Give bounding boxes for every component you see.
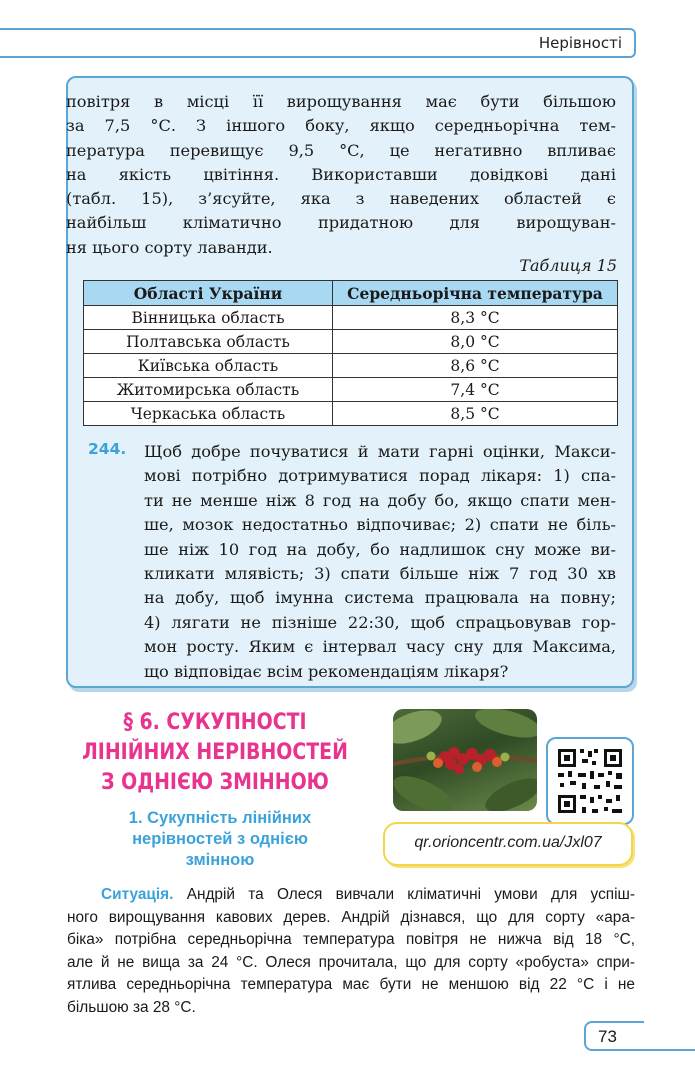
text-line: ше ніж 10 год на добу, бо надлишок сну може ви- xyxy=(144,539,616,559)
chapter-title: Нерівності xyxy=(538,34,622,52)
text-line: ятлива середньорічна температура має бути не меншою від 22 °С і не xyxy=(67,976,635,994)
region-cell: Вінницька область xyxy=(84,306,333,330)
text-line: ше, мозок недостатньо відпочиває; 2) спати не біль- xyxy=(144,515,616,535)
intro-paragraph xyxy=(0,90,616,260)
coffee-berries-illustration xyxy=(393,709,537,811)
region-cell: Черкаська область xyxy=(84,402,333,426)
text-line: ного вирощування кавових дерев. Андрій дізнався, що для сорту «ара- xyxy=(67,908,635,926)
subsection-title-line: змінною xyxy=(185,851,255,869)
qr-link[interactable]: qr.orioncentr.com.ua/Jxl07 xyxy=(414,834,602,851)
section-title-line: § 6. СУКУПНОСТІ xyxy=(123,710,307,735)
section-title xyxy=(82,708,349,798)
text-line: мон росту. Яким є інтервал часу сну для Максима, xyxy=(144,637,616,657)
text-line: найбільш кліматично придатною для вирощуван- xyxy=(66,213,616,233)
page-number: 73 xyxy=(598,1027,617,1046)
text-line: за 7,5 °С. З іншого боку, якщо середньорічна тем- xyxy=(66,116,616,136)
exercise-text xyxy=(0,440,616,684)
temperature-cell: 8,5 °С xyxy=(333,402,618,426)
temperature-cell: 8,6 °С xyxy=(333,354,618,378)
text-line: що відповідає всім рекомендаціям лікаря? xyxy=(144,661,509,681)
temperature-cell: 8,3 °С xyxy=(333,306,618,330)
qr-code-icon xyxy=(548,739,632,823)
text-line: ня цього сорту лаванди. xyxy=(66,237,273,257)
subsection-title-line: 1. Сукупність лінійних xyxy=(128,809,312,827)
table-caption: Таблиця 15 xyxy=(519,256,617,275)
region-cell: Житомирська область xyxy=(84,378,333,402)
coffee-berries-photo xyxy=(393,709,537,811)
text-line: мові потрібно дотримуватися порад лікаря: 1) спа- xyxy=(144,466,616,486)
running-header xyxy=(0,28,636,58)
table-row xyxy=(84,306,618,330)
text-line: пература перевищує 9,5 °С, це негативно впливає xyxy=(66,140,616,160)
temperature-cell: 7,4 °С xyxy=(333,378,618,402)
column-header: Середньорічна температура xyxy=(333,281,618,306)
text-line: біка» потрібна середньорічна температура повітря не нижча від 18 °С, xyxy=(67,931,635,949)
situation-first-line: Андрій та Олеся вивчали кліматичні умови для успіш- xyxy=(173,886,635,903)
text-line: але й не вища за 24 °С. Олеся прочитала, що для сорту «робуста» спри- xyxy=(67,953,635,971)
text-line: на якість цвітіння. Використавши довідкові дані xyxy=(66,164,616,184)
text-line xyxy=(101,884,635,907)
qr-link-box[interactable] xyxy=(383,822,633,866)
text-line: кликати млявість; 3) спати більше ніж 7 год 30 хв xyxy=(144,564,616,584)
temperature-table xyxy=(83,280,618,426)
text-line: Щоб добре почуватися й мати гарні оцінки, Макси- xyxy=(144,442,616,461)
text-line: ти не менше ніж 8 год на добу бо, якщо спати мен- xyxy=(144,490,616,510)
page-number-box xyxy=(584,1021,644,1051)
table-row xyxy=(84,378,618,402)
exercise-number: 244. xyxy=(88,440,127,458)
table-header-row xyxy=(84,281,618,306)
subsection-title xyxy=(95,808,345,871)
qr-code-frame[interactable] xyxy=(546,737,634,825)
table-row xyxy=(84,330,618,354)
region-cell: Київська область xyxy=(84,354,333,378)
text-line: більшою за 28 °С. xyxy=(67,998,196,1016)
temperature-cell: 8,0 °С xyxy=(333,330,618,354)
section-title-line: З ОДНІЄЮ ЗМІННОЮ xyxy=(101,770,329,795)
text-line: на добу, щоб імунна система працювала на повну; xyxy=(144,588,616,608)
text-line: повітря в місці її вирощування має бути більшою xyxy=(66,92,616,111)
region-cell: Полтавська область xyxy=(84,330,333,354)
text-line: (табл. 15), з’ясуйте, яка з наведених областей є xyxy=(66,189,616,209)
subsection-title-line: нерівностей з однією xyxy=(132,830,308,848)
situation-paragraph xyxy=(67,884,635,1020)
situation-label: Ситуація. xyxy=(101,886,174,903)
page-number-rule xyxy=(644,1049,695,1051)
table-row xyxy=(84,354,618,378)
column-header: Області України xyxy=(84,281,333,306)
section-title-line: ЛІНІЙНИХ НЕРІВНОСТЕЙ xyxy=(82,740,348,765)
table-row xyxy=(84,402,618,426)
text-line: 4) лягати не пізніше 22:30, щоб спрацьовував гор- xyxy=(144,612,616,632)
